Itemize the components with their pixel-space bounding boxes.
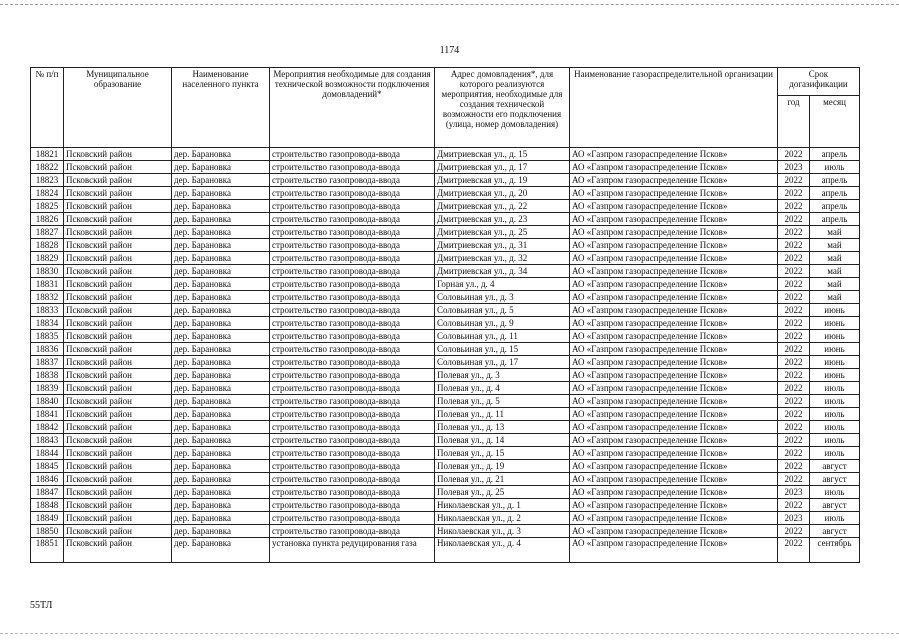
cell-num: 18849 [31,512,64,525]
header-address: Адрес домовладения*, для которого реализуются мероприятия, необходимые для создания технической возможности его подключения (улица, номер домовладения) [435,68,570,148]
cell-settlement: дер. Барановка [172,382,270,395]
cell-settlement: дер. Барановка [172,200,270,213]
cell-settlement: дер. Барановка [172,291,270,304]
cell-activity: строительство газопровода-ввода [270,447,435,460]
cell-municipality: Псковский район [64,525,172,538]
cell-month: сентябрь [810,538,860,563]
table-row [31,330,860,343]
cell-activity: установка пункта редуцирования газа [270,538,435,563]
cell-activity: строительство газопровода-ввода [270,200,435,213]
cell-municipality: Псковский район [64,213,172,226]
cell-settlement: дер. Барановка [172,239,270,252]
cell-organization: АО «Газпром газораспределение Псков» [570,473,778,486]
cell-month: апрель [810,200,860,213]
cell-month: апрель [810,213,860,226]
cell-month: июнь [810,304,860,317]
cell-municipality: Псковский район [64,538,172,563]
cell-month: июнь [810,343,860,356]
cell-settlement: дер. Барановка [172,161,270,174]
cell-num: 18847 [31,486,64,499]
cell-year: 2022 [778,343,810,356]
cell-address: Соловьиная ул., д. 3 [435,291,570,304]
cell-settlement: дер. Барановка [172,525,270,538]
cell-settlement: дер. Барановка [172,304,270,317]
cell-organization: АО «Газпром газораспределение Псков» [570,343,778,356]
cell-settlement: дер. Барановка [172,538,270,563]
cell-activity: строительство газопровода-ввода [270,291,435,304]
cell-address: Соловьиная ул., д. 9 [435,317,570,330]
cell-address: Николаевская ул., д. 4 [435,538,570,563]
cell-month: апрель [810,174,860,187]
cell-month: июль [810,161,860,174]
cell-activity: строительство газопровода-ввода [270,395,435,408]
cell-municipality: Псковский район [64,512,172,525]
cell-settlement: дер. Барановка [172,408,270,421]
cell-month: июль [810,447,860,460]
table-row [31,486,860,499]
table-row [31,343,860,356]
cell-municipality: Псковский район [64,447,172,460]
cell-year: 2022 [778,317,810,330]
cell-address: Соловьиная ул., д. 17 [435,356,570,369]
cell-settlement: дер. Барановка [172,421,270,434]
table-row [31,473,860,486]
cell-year: 2023 [778,512,810,525]
cell-year: 2022 [778,330,810,343]
cell-num: 18826 [31,213,64,226]
cell-activity: строительство газопровода-ввода [270,356,435,369]
cell-municipality: Псковский район [64,148,172,161]
cell-year: 2022 [778,252,810,265]
cell-num: 18822 [31,161,64,174]
table-row [31,369,860,382]
cell-year: 2022 [778,304,810,317]
cell-address: Полевая ул., д. 11 [435,408,570,421]
cell-month: июль [810,395,860,408]
cell-num: 18834 [31,317,64,330]
cell-address: Полевая ул., д. 15 [435,447,570,460]
scan-edge-bottom [0,633,899,634]
cell-activity: строительство газопровода-ввода [270,174,435,187]
cell-municipality: Псковский район [64,187,172,200]
cell-organization: АО «Газпром газораспределение Псков» [570,525,778,538]
cell-settlement: дер. Барановка [172,148,270,161]
table-row [31,408,860,421]
cell-settlement: дер. Барановка [172,434,270,447]
cell-num: 18825 [31,200,64,213]
cell-activity: строительство газопровода-ввода [270,330,435,343]
cell-organization: АО «Газпром газораспределение Псков» [570,330,778,343]
header-deadline: Срок догазификации [778,68,860,96]
cell-settlement: дер. Барановка [172,473,270,486]
table-row [31,395,860,408]
cell-year: 2022 [778,525,810,538]
cell-activity: строительство газопровода-ввода [270,213,435,226]
cell-organization: АО «Газпром газораспределение Псков» [570,252,778,265]
cell-activity: строительство газопровода-ввода [270,460,435,473]
cell-settlement: дер. Барановка [172,330,270,343]
cell-organization: АО «Газпром газораспределение Псков» [570,421,778,434]
header-year: год [778,96,810,148]
table-body [31,148,860,563]
page-number: 1174 [439,45,460,56]
cell-municipality: Псковский район [64,395,172,408]
cell-month: июнь [810,369,860,382]
cell-activity: строительство газопровода-ввода [270,148,435,161]
cell-year: 2022 [778,382,810,395]
cell-activity: строительство газопровода-ввода [270,486,435,499]
cell-activity: строительство газопровода-ввода [270,382,435,395]
cell-organization: АО «Газпром газораспределение Псков» [570,538,778,563]
cell-address: Соловьиная ул., д. 11 [435,330,570,343]
cell-municipality: Псковский район [64,226,172,239]
cell-num: 18844 [31,447,64,460]
cell-address: Дмитриевская ул., д. 32 [435,252,570,265]
cell-settlement: дер. Барановка [172,265,270,278]
cell-address: Дмитриевская ул., д. 19 [435,174,570,187]
table-row [31,434,860,447]
cell-activity: строительство газопровода-ввода [270,421,435,434]
cell-num: 18830 [31,265,64,278]
cell-month: июль [810,408,860,421]
cell-month: май [810,252,860,265]
table-row [31,447,860,460]
cell-year: 2022 [778,278,810,291]
cell-activity: строительство газопровода-ввода [270,265,435,278]
cell-year: 2022 [778,187,810,200]
cell-month: июль [810,421,860,434]
cell-month: июнь [810,330,860,343]
cell-activity: строительство газопровода-ввода [270,525,435,538]
cell-address: Полевая ул., д. 5 [435,395,570,408]
cell-address: Николаевская ул., д. 3 [435,525,570,538]
cell-organization: АО «Газпром газораспределение Псков» [570,213,778,226]
cell-settlement: дер. Барановка [172,512,270,525]
header-organization: Наименование газораспределительной организации [570,68,778,148]
cell-num: 18835 [31,330,64,343]
cell-address: Дмитриевская ул., д. 31 [435,239,570,252]
cell-settlement: дер. Барановка [172,317,270,330]
cell-year: 2022 [778,200,810,213]
cell-organization: АО «Газпром газораспределение Псков» [570,447,778,460]
cell-settlement: дер. Барановка [172,226,270,239]
cell-month: июль [810,512,860,525]
cell-municipality: Псковский район [64,460,172,473]
cell-municipality: Псковский район [64,499,172,512]
cell-month: август [810,460,860,473]
table-row [31,460,860,473]
cell-address: Полевая ул., д. 4 [435,382,570,395]
cell-municipality: Псковский район [64,317,172,330]
cell-organization: АО «Газпром газораспределение Псков» [570,317,778,330]
cell-address: Николаевская ул., д. 1 [435,499,570,512]
cell-activity: строительство газопровода-ввода [270,343,435,356]
table-row [31,421,860,434]
cell-num: 18829 [31,252,64,265]
cell-municipality: Псковский район [64,356,172,369]
cell-organization: АО «Газпром газораспределение Псков» [570,187,778,200]
cell-month: май [810,239,860,252]
cell-num: 18840 [31,395,64,408]
cell-address: Дмитриевская ул., д. 15 [435,148,570,161]
cell-organization: АО «Газпром газораспределение Псков» [570,161,778,174]
table-row [31,265,860,278]
cell-year: 2022 [778,421,810,434]
footer-code: 55ТЛ [30,600,53,611]
table-row [31,226,860,239]
table-header [31,68,860,148]
table-row [31,187,860,200]
cell-year: 2022 [778,226,810,239]
cell-settlement: дер. Барановка [172,213,270,226]
header-num: № п/п [31,68,64,148]
cell-address: Дмитриевская ул., д. 20 [435,187,570,200]
header-municipality: Муниципальное образование [64,68,172,148]
cell-activity: строительство газопровода-ввода [270,512,435,525]
cell-month: май [810,291,860,304]
cell-activity: строительство газопровода-ввода [270,408,435,421]
cell-address: Полевая ул., д. 14 [435,434,570,447]
cell-num: 18843 [31,434,64,447]
cell-num: 18821 [31,148,64,161]
cell-year: 2022 [778,239,810,252]
cell-address: Дмитриевская ул., д. 34 [435,265,570,278]
cell-num: 18837 [31,356,64,369]
table-row [31,317,860,330]
cell-activity: строительство газопровода-ввода [270,278,435,291]
cell-year: 2022 [778,538,810,563]
cell-organization: АО «Газпром газораспределение Псков» [570,408,778,421]
table-row [31,213,860,226]
table-row [31,512,860,525]
cell-municipality: Псковский район [64,200,172,213]
cell-municipality: Псковский район [64,486,172,499]
cell-address: Дмитриевская ул., д. 23 [435,213,570,226]
table-row [31,538,860,563]
cell-num: 18836 [31,343,64,356]
cell-activity: строительство газопровода-ввода [270,473,435,486]
cell-month: май [810,226,860,239]
table-row [31,499,860,512]
cell-year: 2022 [778,460,810,473]
cell-municipality: Псковский район [64,278,172,291]
gasification-table [30,67,860,563]
cell-month: апрель [810,148,860,161]
cell-municipality: Псковский район [64,473,172,486]
cell-year: 2022 [778,473,810,486]
cell-municipality: Псковский район [64,434,172,447]
cell-month: август [810,499,860,512]
cell-settlement: дер. Барановка [172,278,270,291]
cell-address: Дмитриевская ул., д. 17 [435,161,570,174]
cell-municipality: Псковский район [64,252,172,265]
scan-edge-top [0,4,899,5]
cell-year: 2023 [778,161,810,174]
table-row [31,161,860,174]
cell-settlement: дер. Барановка [172,356,270,369]
cell-address: Николаевская ул., д. 2 [435,512,570,525]
cell-organization: АО «Газпром газораспределение Псков» [570,434,778,447]
cell-organization: АО «Газпром газораспределение Псков» [570,265,778,278]
cell-organization: АО «Газпром газораспределение Псков» [570,486,778,499]
table-row [31,291,860,304]
cell-organization: АО «Газпром газораспределение Псков» [570,291,778,304]
cell-num: 18842 [31,421,64,434]
cell-organization: АО «Газпром газораспределение Псков» [570,278,778,291]
cell-address: Полевая ул., д. 21 [435,473,570,486]
cell-organization: АО «Газпром газораспределение Псков» [570,369,778,382]
cell-organization: АО «Газпром газораспределение Псков» [570,512,778,525]
cell-organization: АО «Газпром газораспределение Псков» [570,395,778,408]
cell-month: апрель [810,187,860,200]
cell-year: 2022 [778,213,810,226]
cell-num: 18832 [31,291,64,304]
cell-num: 18827 [31,226,64,239]
cell-num: 18828 [31,239,64,252]
cell-year: 2022 [778,447,810,460]
cell-year: 2022 [778,395,810,408]
cell-settlement: дер. Барановка [172,395,270,408]
cell-activity: строительство газопровода-ввода [270,226,435,239]
cell-month: июнь [810,317,860,330]
cell-activity: строительство газопровода-ввода [270,434,435,447]
cell-settlement: дер. Барановка [172,486,270,499]
cell-num: 18831 [31,278,64,291]
cell-num: 18851 [31,538,64,563]
cell-municipality: Псковский район [64,330,172,343]
cell-organization: АО «Газпром газораспределение Псков» [570,304,778,317]
table-row [31,278,860,291]
cell-municipality: Псковский район [64,343,172,356]
cell-num: 18846 [31,473,64,486]
cell-month: июнь [810,356,860,369]
cell-address: Соловьиная ул., д. 5 [435,304,570,317]
header-activity: Мероприятия необходимые для создания технической возможности подключения домовладений* [270,68,435,148]
cell-num: 18839 [31,382,64,395]
cell-year: 2022 [778,408,810,421]
cell-organization: АО «Газпром газораспределение Псков» [570,174,778,187]
cell-month: август [810,473,860,486]
cell-municipality: Псковский район [64,239,172,252]
cell-organization: АО «Газпром газораспределение Псков» [570,226,778,239]
cell-settlement: дер. Барановка [172,369,270,382]
cell-address: Дмитриевская ул., д. 25 [435,226,570,239]
cell-organization: АО «Газпром газораспределение Псков» [570,148,778,161]
cell-municipality: Псковский район [64,304,172,317]
cell-activity: строительство газопровода-ввода [270,304,435,317]
table-row [31,252,860,265]
table-row [31,200,860,213]
cell-municipality: Псковский район [64,382,172,395]
cell-month: июль [810,434,860,447]
cell-num: 18845 [31,460,64,473]
header-settlement: Наименование населенного пункта [172,68,270,148]
table-row [31,382,860,395]
cell-month: май [810,278,860,291]
cell-year: 2022 [778,291,810,304]
cell-year: 2022 [778,148,810,161]
cell-num: 18841 [31,408,64,421]
cell-address: Полевая ул., д. 25 [435,486,570,499]
cell-municipality: Псковский район [64,265,172,278]
cell-organization: АО «Газпром газораспределение Псков» [570,499,778,512]
table-row [31,148,860,161]
header-month: месяц [810,96,860,148]
cell-month: май [810,265,860,278]
cell-num: 18838 [31,369,64,382]
table-row [31,356,860,369]
cell-settlement: дер. Барановка [172,460,270,473]
cell-num: 18823 [31,174,64,187]
cell-municipality: Псковский район [64,369,172,382]
cell-year: 2022 [778,434,810,447]
cell-municipality: Псковский район [64,291,172,304]
cell-year: 2022 [778,174,810,187]
cell-activity: строительство газопровода-ввода [270,239,435,252]
cell-municipality: Псковский район [64,161,172,174]
cell-year: 2022 [778,265,810,278]
cell-activity: строительство газопровода-ввода [270,187,435,200]
table-row [31,239,860,252]
cell-municipality: Псковский район [64,174,172,187]
cell-year: 2022 [778,499,810,512]
cell-activity: строительство газопровода-ввода [270,499,435,512]
cell-organization: АО «Газпром газораспределение Псков» [570,356,778,369]
cell-activity: строительство газопровода-ввода [270,252,435,265]
cell-settlement: дер. Барановка [172,187,270,200]
cell-address: Соловьиная ул., д. 15 [435,343,570,356]
cell-activity: строительство газопровода-ввода [270,369,435,382]
cell-num: 18833 [31,304,64,317]
cell-address: Горная ул., д. 4 [435,278,570,291]
cell-address: Полевая ул., д. 19 [435,460,570,473]
cell-organization: АО «Газпром газораспределение Псков» [570,382,778,395]
cell-settlement: дер. Барановка [172,174,270,187]
cell-municipality: Псковский район [64,408,172,421]
cell-year: 2022 [778,356,810,369]
cell-municipality: Псковский район [64,421,172,434]
table-row [31,174,860,187]
cell-settlement: дер. Барановка [172,499,270,512]
cell-num: 18848 [31,499,64,512]
table-row [31,304,860,317]
cell-settlement: дер. Барановка [172,343,270,356]
cell-activity: строительство газопровода-ввода [270,161,435,174]
cell-address: Полевая ул., д. 3 [435,369,570,382]
cell-year: 2022 [778,369,810,382]
cell-organization: АО «Газпром газораспределение Псков» [570,460,778,473]
cell-address: Полевая ул., д. 13 [435,421,570,434]
table-row [31,525,860,538]
cell-settlement: дер. Барановка [172,252,270,265]
cell-month: июль [810,382,860,395]
cell-organization: АО «Газпром газораспределение Псков» [570,239,778,252]
cell-settlement: дер. Барановка [172,447,270,460]
cell-organization: АО «Газпром газораспределение Псков» [570,200,778,213]
cell-year: 2023 [778,486,810,499]
cell-address: Дмитриевская ул., д. 22 [435,200,570,213]
cell-month: август [810,525,860,538]
cell-num: 18824 [31,187,64,200]
cell-month: июль [810,486,860,499]
cell-activity: строительство газопровода-ввода [270,317,435,330]
cell-num: 18850 [31,525,64,538]
